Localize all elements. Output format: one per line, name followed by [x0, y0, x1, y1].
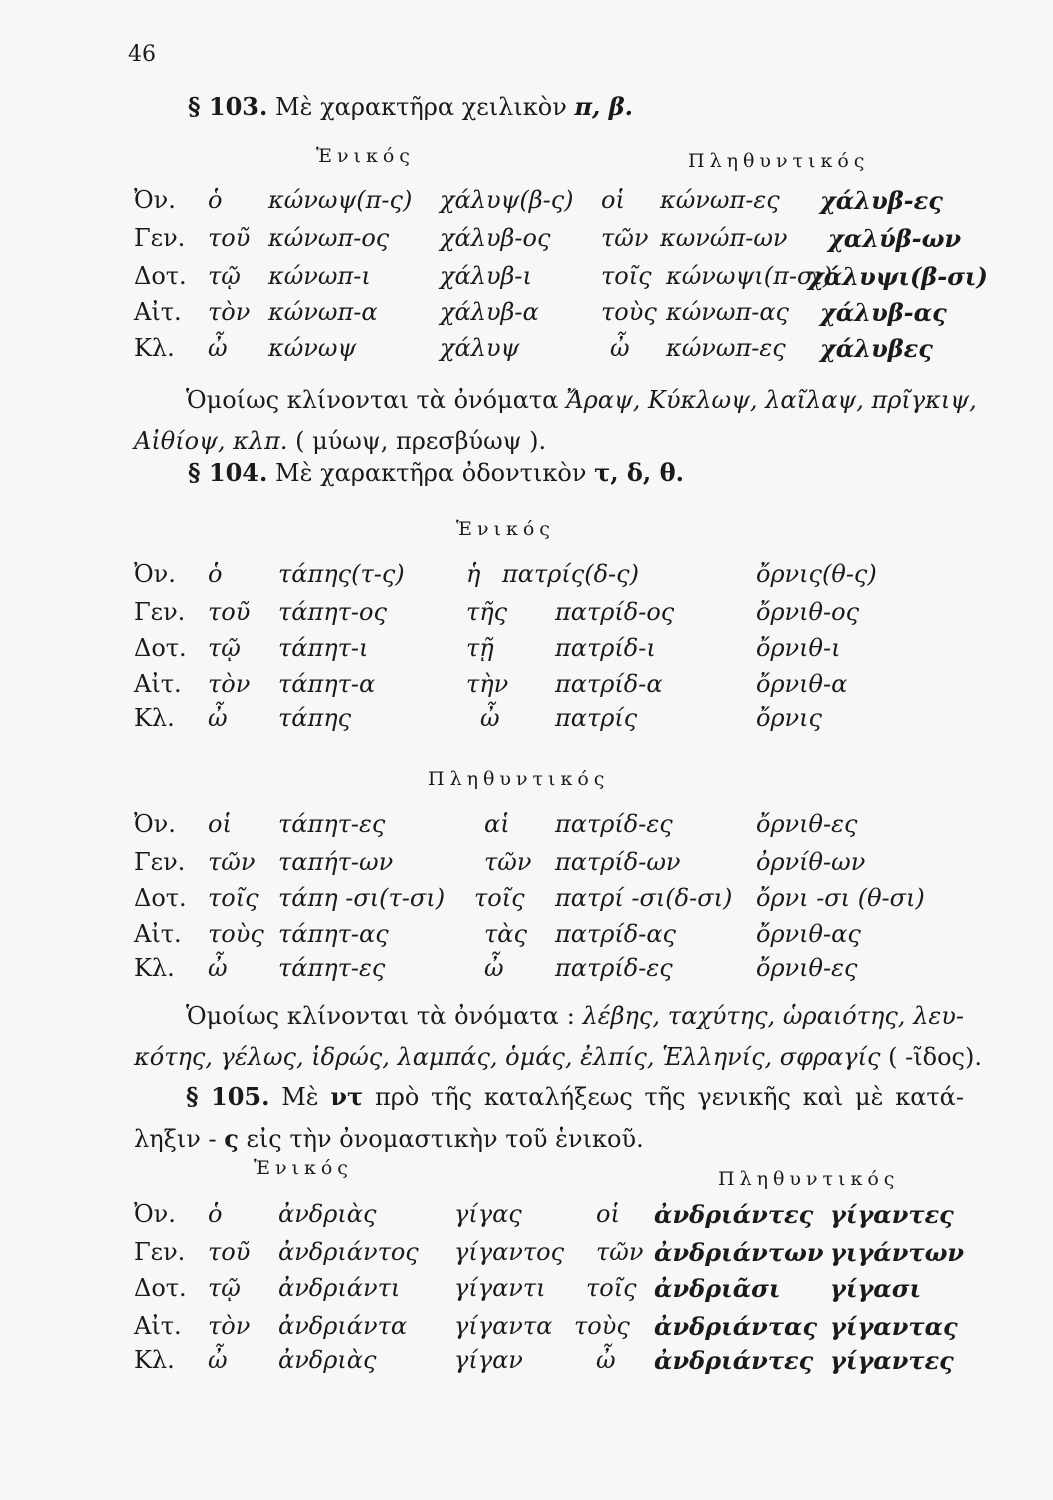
form: πατρίδ-ες: [555, 810, 673, 838]
article: τῷ: [208, 634, 241, 662]
article: τοῖς: [474, 884, 525, 912]
form: γίγαν: [454, 1346, 523, 1374]
plural-label: Πληθυντικός: [688, 150, 870, 172]
section-104-heading: [188, 458, 684, 487]
form: κώνωπ-ας: [666, 298, 789, 326]
form: γίγαντος: [454, 1238, 565, 1266]
note-103: [134, 380, 977, 462]
form: τάπης(τ-ς): [278, 560, 405, 588]
article: ἡ: [466, 560, 481, 588]
article: τοῦ: [208, 1238, 251, 1266]
note-line: [134, 996, 964, 1037]
form: γίγαντας: [830, 1312, 958, 1341]
form: χάλυβ-ι: [440, 262, 532, 290]
form: κώνωψ: [268, 334, 357, 362]
table-row: [0, 334, 1053, 374]
form: τάπητ-ι: [278, 634, 369, 662]
form: γίγασι: [830, 1274, 922, 1303]
form: ὄρνι -σι (θ-σι): [756, 884, 925, 912]
form: ὄρνιθ-α: [756, 670, 848, 698]
section-103-heading: [188, 92, 633, 121]
note-line: [134, 421, 964, 462]
heading-text: πρὸ τῆς καταλήξεως τῆς γενικῆς καὶ μὲ κατά-: [374, 1083, 964, 1111]
form: τάπητ-ες: [278, 810, 386, 838]
form: τάπητ-α: [278, 670, 376, 698]
section-title: Μὲ χαρακτῆρα ὀδοντικὸν: [275, 459, 587, 487]
case-label: Κλ.: [134, 1346, 175, 1374]
form: γίγαντες: [830, 1200, 954, 1229]
table-row: [0, 224, 1053, 264]
note-line: [134, 380, 977, 421]
article: τοὺς: [601, 298, 657, 326]
form: κώνωπ-ες: [666, 334, 786, 362]
case-label: Αἰτ.: [134, 298, 182, 326]
case-label: Γεν.: [134, 224, 186, 252]
article: τὸν: [208, 1312, 251, 1340]
heading-text: εἰς τὴν ὀνομαστικὴν τοῦ ἑνικοῦ.: [246, 1125, 644, 1153]
article: ὦ: [208, 334, 228, 362]
singular-label: Ἑνικός: [316, 145, 415, 167]
form: χάλυψι(β-σι): [808, 262, 988, 291]
form: πατρίς(δ-ς): [502, 560, 639, 588]
table-row: [0, 810, 1053, 850]
note-text: Ὁμοίως κλίνονται τὰ ὀνόματα: [186, 386, 559, 414]
case-label: Αἰτ.: [134, 920, 182, 948]
form: κώνωπ-ες: [660, 186, 780, 214]
singular-label: Ἑνικός: [254, 1157, 353, 1179]
article: ὁ: [208, 186, 223, 214]
case-label: Γεν.: [134, 598, 186, 626]
article: τῷ: [208, 1274, 241, 1302]
form: πατρίδ-ας: [555, 920, 676, 948]
heading-line: [134, 1118, 964, 1160]
article: τὴν: [466, 670, 509, 698]
case-label: Δοτ.: [134, 262, 187, 290]
form: τάπητ-ος: [278, 598, 387, 626]
article: ὦ: [480, 704, 500, 732]
heading-line: [134, 1076, 964, 1118]
form: πατρίδ-ων: [555, 848, 681, 876]
note-words: Αἰθίοψ, κλπ.: [134, 427, 288, 455]
section-number: § 104.: [188, 458, 268, 487]
section-number: § 103.: [188, 92, 268, 121]
article: ὦ: [208, 1346, 228, 1374]
note-text: ( μύωψ, πρεσβύωψ ).: [295, 427, 547, 455]
table-row: [0, 186, 1053, 226]
heading-text: Μὲ: [281, 1083, 319, 1111]
article: τοῖς: [601, 262, 652, 290]
form: χάλυψ(β-ς): [440, 186, 574, 214]
heading-letters: ντ: [330, 1082, 364, 1111]
form: κώνωπ-α: [268, 298, 378, 326]
form: ὄρνις: [756, 704, 822, 732]
table-row: [0, 634, 1053, 674]
form: ὄρνιθ-ες: [756, 954, 858, 982]
note-text: Ὁμοίως κλίνονται τὰ ὀνόματα :: [186, 1002, 575, 1030]
article: ὦ: [596, 1346, 616, 1374]
form: ἀνδριάντας: [654, 1312, 818, 1341]
article: τῶν: [208, 848, 256, 876]
case-label: Ὀν.: [134, 560, 176, 588]
form: πατρίδ-α: [555, 670, 663, 698]
article: τῶν: [601, 224, 649, 252]
article: τῶν: [484, 848, 532, 876]
form: χάλυψ: [440, 334, 520, 362]
form: χαλύβ-ων: [828, 224, 962, 253]
case-label: Ὀν.: [134, 810, 176, 838]
note-line: [134, 1037, 982, 1078]
table-row: [0, 704, 1053, 744]
form: κώνωψι(π-σι): [666, 262, 833, 290]
form: ἀνδριὰς: [278, 1200, 377, 1228]
article: τῇ: [466, 634, 494, 662]
heading-letters: ς: [224, 1124, 239, 1153]
article: οἱ: [601, 186, 625, 214]
form: ἀνδριάντα: [278, 1312, 408, 1340]
form: γίγαντι: [454, 1274, 546, 1302]
case-label: Κλ.: [134, 704, 175, 732]
section-number: § 105.: [186, 1082, 270, 1111]
article: τοῦ: [208, 224, 251, 252]
plural-label: Πληθυντικός: [718, 1168, 900, 1190]
form: ὀρνίθ-ων: [756, 848, 866, 876]
case-label: Αἰτ.: [134, 670, 182, 698]
article: τοὺς: [574, 1312, 630, 1340]
article: τὸν: [208, 298, 251, 326]
form: ἀνδριάντος: [278, 1238, 419, 1266]
form: ἀνδριάντες: [654, 1346, 814, 1375]
table-row: [0, 560, 1053, 600]
form: πατρί -σι(δ-σι): [555, 884, 733, 912]
table-row: [0, 598, 1053, 638]
case-label: Ὀν.: [134, 1200, 176, 1228]
form: ἀνδριάντι: [278, 1274, 401, 1302]
form: ὄρνιθ-ι: [756, 634, 841, 662]
form: χάλυβ-ος: [440, 224, 551, 252]
case-label: Κλ.: [134, 334, 175, 362]
form: χάλυβ-α: [440, 298, 539, 326]
form: γίγας: [454, 1200, 522, 1228]
form: κωνώπ-ων: [660, 224, 788, 252]
article: τοῦ: [208, 598, 251, 626]
form: πατρίδ-ες: [555, 954, 673, 982]
table-row: [0, 1346, 1053, 1386]
form: ταπήτ-ων: [278, 848, 394, 876]
article: τῷ: [208, 262, 241, 290]
table-row: [0, 1200, 1053, 1240]
article: αἱ: [484, 810, 510, 838]
note-text: ( -ῖδος).: [888, 1043, 982, 1071]
article: οἱ: [208, 810, 232, 838]
form: ἀνδριᾶσι: [654, 1274, 781, 1303]
case-label: Ὀν.: [134, 186, 176, 214]
article: ὦ: [484, 954, 504, 982]
note-words: Ἄραψ, Κύκλωψ, λαῖλαψ, πρῖγκιψ,: [566, 386, 977, 414]
article: οἱ: [596, 1200, 620, 1228]
form: τάπη -σι(τ-σι): [278, 884, 446, 912]
form: κώνωπ-ι: [268, 262, 371, 290]
form: χάλυβες: [820, 334, 933, 363]
form: κώνωπ-ος: [268, 224, 390, 252]
article: τὸν: [208, 670, 251, 698]
article: τῆς: [466, 598, 508, 626]
article: ὦ: [610, 334, 630, 362]
form: πατρίδ-ος: [555, 598, 675, 626]
case-label: Αἰτ.: [134, 1312, 182, 1340]
article: ὦ: [208, 704, 228, 732]
article: ὁ: [208, 1200, 223, 1228]
form: ἀνδριάντες: [654, 1200, 814, 1229]
form: τάπης: [278, 704, 352, 732]
form: ὄρνιθ-ας: [756, 920, 861, 948]
article: τῶν: [596, 1238, 644, 1266]
table-row: [0, 1238, 1053, 1278]
form: ὄρνιθ-ος: [756, 598, 860, 626]
table-row: [0, 1274, 1053, 1314]
table-row: [0, 262, 1053, 302]
case-label: Δοτ.: [134, 634, 187, 662]
article: ὁ: [208, 560, 223, 588]
form: ὄρνις(θ-ς): [756, 560, 877, 588]
table-row: [0, 884, 1053, 924]
section-105-heading: [134, 1076, 964, 1160]
singular-label: Ἑνικός: [456, 518, 555, 540]
form: χάλυβ-ας: [820, 298, 947, 327]
form: τάπητ-ας: [278, 920, 389, 948]
page-number: 46: [128, 42, 156, 67]
article: τοῖς: [208, 884, 259, 912]
heading-text: ληξιν -: [134, 1125, 217, 1153]
table-row: [0, 954, 1053, 994]
note-words: λέβης, ταχύτης, ὡραιότης, λευ-: [582, 1002, 964, 1030]
note-104: [134, 996, 982, 1078]
form: ἀνδριὰς: [278, 1346, 377, 1374]
article: τοὺς: [208, 920, 264, 948]
form: γίγαντα: [454, 1312, 553, 1340]
case-label: Δοτ.: [134, 1274, 187, 1302]
table-row: [0, 298, 1053, 338]
form: πατρίδ-ι: [555, 634, 656, 662]
article: τὰς: [484, 920, 527, 948]
case-label: Γεν.: [134, 1238, 186, 1266]
section-title: Μὲ χαρακτῆρα χειλικὸν: [275, 93, 567, 121]
form: γίγαντες: [830, 1346, 954, 1375]
case-label: Δοτ.: [134, 884, 187, 912]
form: ἀνδριάντων: [654, 1238, 824, 1267]
form: χάλυβ-ες: [820, 186, 943, 215]
case-label: Κλ.: [134, 954, 175, 982]
article: τοῖς: [586, 1274, 637, 1302]
section-letters: τ, δ, θ.: [594, 458, 685, 487]
form: πατρίς: [555, 704, 638, 732]
form: ὄρνιθ-ες: [756, 810, 858, 838]
form: τάπητ-ες: [278, 954, 386, 982]
article: ὦ: [208, 954, 228, 982]
plural-label: Πληθυντικός: [428, 768, 610, 790]
case-label: Γεν.: [134, 848, 186, 876]
section-letters: π, β.: [574, 92, 634, 121]
table-row: [0, 848, 1053, 888]
note-words: κότης, γέλως, ἱδρώς, λαμπάς, ὁμάς, ἐλπίς, Ἑλληνίς, σφραγίς: [134, 1043, 881, 1071]
form: γιγάντων: [830, 1238, 965, 1267]
form: κώνωψ(π-ς): [268, 186, 413, 214]
